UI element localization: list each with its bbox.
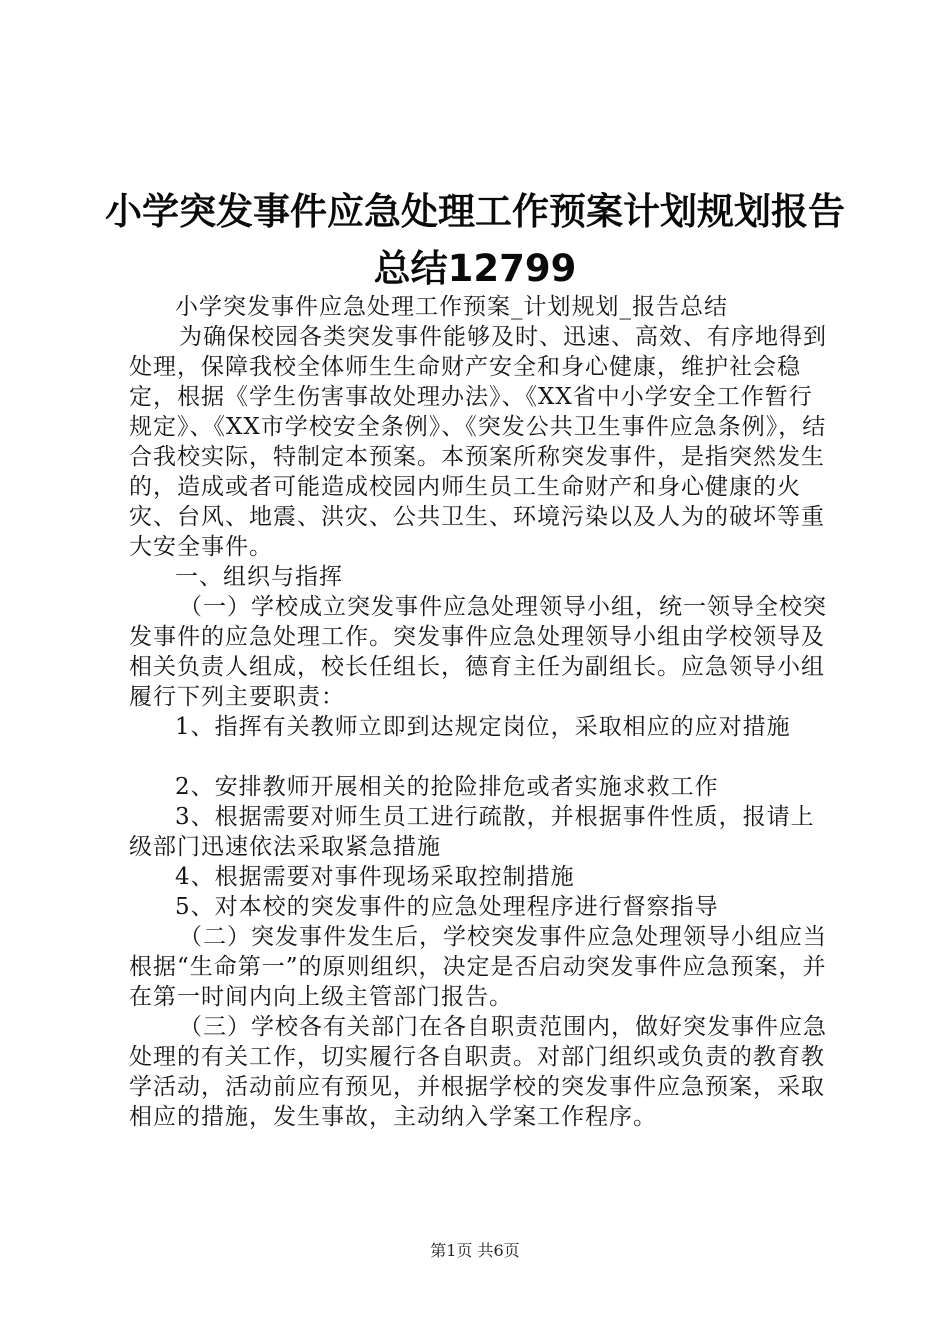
list-item: 5、对本校的突发事件的应急处理程序进行督察指导 (175, 894, 719, 920)
document-title-line-2: 总结12799 (373, 247, 577, 290)
list-item: 1、指挥有关教师立即到达规定岗位，采取相应的应对措施 (175, 714, 791, 740)
list-item: 2、安排教师开展相关的抢险排危或者实施求救工作 (175, 774, 719, 800)
section-heading: 一、组织与指挥 (175, 564, 343, 590)
list-item: 4、根据需要对事件现场采取控制措施 (175, 864, 575, 890)
paragraph-intro: 为确保校园各类突发事件能够及时、迅速、高效、有序地得到处理，保障我校全体师生生命财产安全和身心健康，维护社会稳定，根据《学生伤害事故处理办法》、《XX省中小学安全工作暂行规定》、《XX市学校安全条例》、《突发公共卫生事件应急条例》，结合我校实际，特制定本预案。本预案所称突发事件，是指突然发生的，造成或者可能造成校园内师生员工生命财产和身心健康的火灾、台风、地震、洪灾、公共卫生、环境污染以及人为的破坏等重大安全事件。 (129, 324, 827, 560)
blank-line (129, 742, 832, 772)
page-footer: 第1页 共6页 (430, 1241, 520, 1260)
paragraph-item-2: （二）突发事件发生后，学校突发事件应急处理领导小组应当根据“生命第一”的原则组织，决定是否启动突发事件应急预案，并在第一时间内向上级主管部门报告。 (129, 924, 827, 1010)
paragraph-item-1: （一）学校成立突发事件应急处理领导小组，统一领导全校突发事件的应急处理工作。突发事件应急处理领导小组由学校领导及相关负责人组成，校长任组长，德育主任为副组长。应急领导小组履行下列主要职责： (129, 594, 827, 710)
document-title-line-1: 小学突发事件应急处理工作预案计划规划报告 (105, 190, 845, 233)
paragraph-subtitle: 小学突发事件应急处理工作预案_计划规划_报告总结 (175, 294, 728, 320)
list-item: 3、根据需要对师生员工进行疏散，并根据事件性质，报请上级部门迅速依法采取紧急措施 (129, 804, 815, 860)
paragraph-item-3: （三）学校各有关部门在各自职责范围内，做好突发事件应急处理的有关工作，切实履行各自职责。对部门组织或负责的教育教学活动，活动前应有预见，并根据学校的突发事件应急预案，采取相应的措施，发生事故，主动纳入学案工作程序。 (129, 1014, 827, 1130)
document-body (129, 292, 832, 1132)
